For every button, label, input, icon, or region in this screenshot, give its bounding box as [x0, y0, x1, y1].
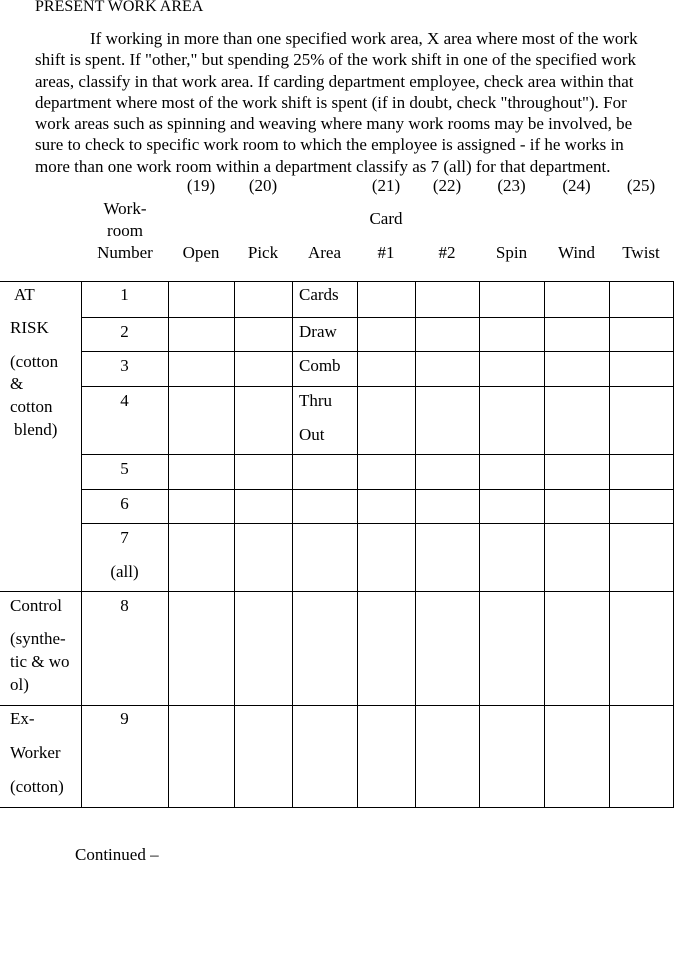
area-label: Draw	[299, 322, 337, 341]
area-label: Out	[299, 425, 325, 444]
room-number: 3	[120, 356, 129, 375]
area-label: Cards	[299, 285, 339, 304]
group-label-at-risk: &	[10, 374, 24, 393]
instruction-line: department where most of the work shift is spent (if in doubt, check "throughout"). For	[35, 92, 627, 112]
spin-column-header: Spin	[495, 243, 528, 262]
room-number: 9	[120, 709, 129, 728]
room-number: (all)	[110, 562, 139, 581]
wind-column-header: Wind	[557, 243, 596, 262]
group-label-control: ol)	[10, 675, 29, 694]
open-column-number: (19)	[186, 176, 216, 195]
group-label-control: (synthe-	[10, 629, 66, 648]
room-header-line3: Number	[97, 243, 153, 262]
grid-line	[0, 281, 674, 282]
room-number: 8	[120, 596, 129, 615]
grid-line	[81, 454, 674, 455]
instruction-line: shift is spent. If "other," but spending 25% of the work shift in one of the specified work	[35, 50, 637, 70]
pick-column-header: Pick	[247, 243, 279, 262]
twist-column-number: (25)	[626, 176, 656, 195]
grid-line	[0, 705, 674, 706]
grid-line	[81, 489, 674, 490]
continued-note: Continued –	[75, 845, 159, 864]
instructions-paragraph	[35, 28, 674, 177]
room-header-line1: Work-	[103, 199, 147, 218]
group-label-ex-worker: Worker	[10, 743, 61, 762]
grid-line	[81, 386, 674, 387]
area-column-header: Area	[307, 243, 342, 262]
card1-column-number: (21)	[371, 176, 401, 195]
grid-line	[81, 317, 674, 318]
group-label-at-risk: AT	[14, 285, 35, 304]
section-heading: PRESENT WORK AREA	[35, 0, 204, 15]
open-column-header: Open	[182, 243, 220, 262]
instruction-line: areas, classify in that work area. If carding department employee, check area within that	[35, 71, 634, 91]
group-label-at-risk: (cotton	[10, 352, 59, 371]
room-number: 7	[120, 528, 129, 547]
room-number: 6	[120, 494, 129, 513]
wind-column-number: (24)	[562, 176, 591, 195]
grid-line	[168, 281, 169, 807]
grid-line	[0, 807, 674, 808]
room-number: 2	[120, 322, 129, 341]
room-number: 1	[120, 285, 129, 304]
grid-line	[292, 281, 293, 807]
grid-line	[544, 281, 545, 807]
grid-line	[479, 281, 480, 807]
card-group-header: Card	[369, 209, 403, 228]
card2-column-number: (22)	[432, 176, 462, 195]
group-label-at-risk: RISK	[10, 318, 49, 337]
group-label-at-risk: cotton	[10, 397, 53, 416]
group-label-ex-worker: (cotton)	[10, 777, 64, 796]
grid-line	[81, 351, 674, 352]
room-number: 4	[120, 391, 129, 410]
group-label-ex-worker: Ex-	[10, 709, 35, 728]
grid-line	[81, 523, 674, 524]
group-label-at-risk: blend)	[14, 420, 58, 439]
grid-line	[357, 281, 358, 807]
card1-column-header: #1	[377, 243, 395, 262]
pick-column-number: (20)	[248, 176, 278, 195]
area-label: Thru	[299, 391, 333, 410]
card2-column-header: #2	[438, 243, 456, 262]
twist-column-header: Twist	[622, 243, 660, 262]
room-header-line2: room	[107, 221, 143, 240]
instruction-line: more than one work room within a department classify as 7 (all) for that department.	[35, 156, 611, 176]
grid-line	[609, 281, 610, 807]
grid-line	[234, 281, 235, 807]
group-label-control: Control	[10, 596, 62, 615]
instruction-line: sure to check to specific work room to which the employee is assigned - if he works in	[35, 135, 624, 155]
spin-column-number: (23)	[497, 176, 526, 195]
instruction-line: If working in more than one specified work area, X area where most of the work	[90, 29, 638, 48]
grid-line	[0, 591, 674, 592]
instruction-line: work areas such as spinning and weaving where many work rooms may be involved, be	[35, 114, 633, 134]
group-label-control: tic & wo	[10, 652, 70, 671]
room-number: 5	[120, 459, 129, 478]
area-label: Comb	[299, 356, 341, 375]
grid-line	[415, 281, 416, 807]
